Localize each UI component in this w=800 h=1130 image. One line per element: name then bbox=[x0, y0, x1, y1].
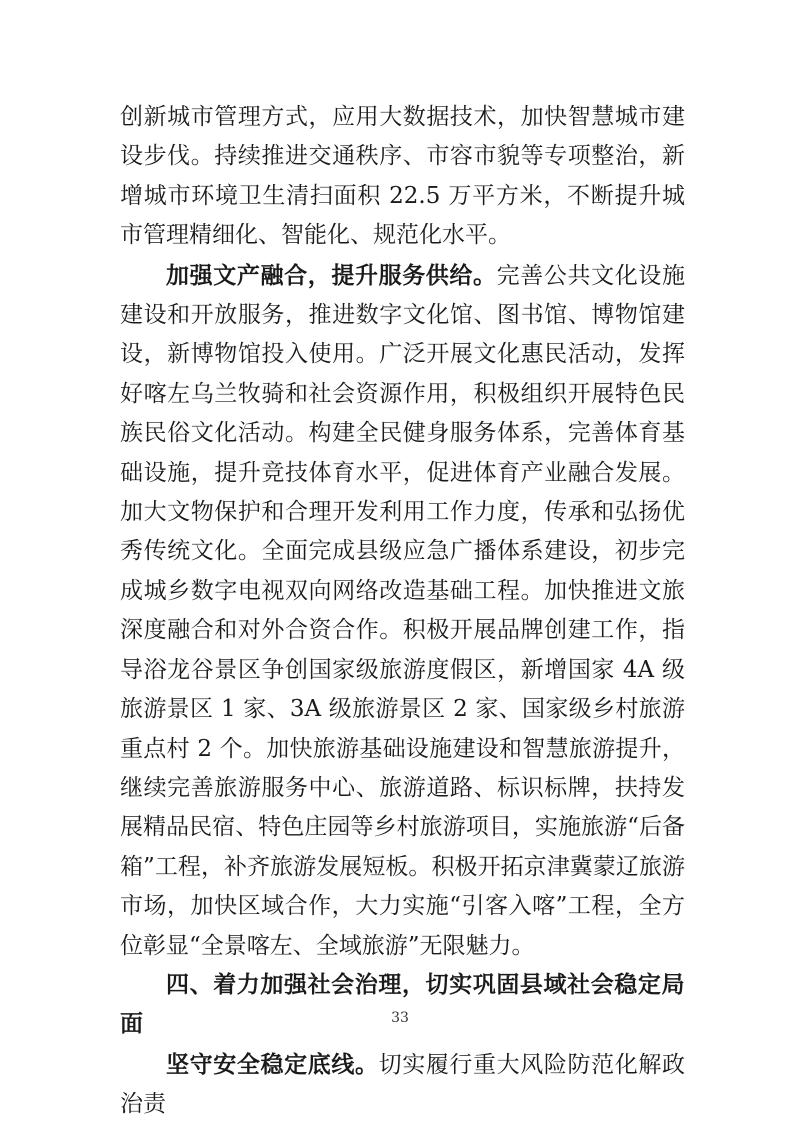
paragraph-lead: 坚守安全稳定底线。 bbox=[166, 1050, 379, 1078]
paragraph-lead: 加强文产融合，提升服务供给。 bbox=[166, 261, 497, 289]
paragraph-culture-tourism bbox=[120, 256, 685, 966]
paragraph-text: 创新城市管理方式，应用大数据技术，加快智慧城市建设步伐。持续推进交通秩序、市容市貌等专项整治，新增城市环境卫生清扫面积 22.5 万平方米，不断提升城市管理精细化、智能化、规范化水平。 bbox=[120, 104, 685, 249]
page-number: 33 bbox=[391, 1010, 409, 1026]
paragraph-city-management bbox=[120, 98, 685, 256]
paragraph-safety-stability bbox=[120, 1045, 685, 1125]
paragraph-text: 完善公共文化设施建设和开放服务，推进数字文化馆、图书馆、博物馆建设，新博物馆投入使用。广泛开展文化惠民活动，发挥好喀左乌兰牧骑和社会资源作用，积极组织开展特色民族民俗文化活动。构建全民健身服务体系，完善体育基础设施，提升竞技体育水平，促进体育产业融合发展。加大文物保护和合理开发利用工作力度，传承和弘扬优秀传统文化。全面完成县级应急广播体系建设，初步完成城乡数字电视双向网络改造基础工程。加快推进文旅深度融合和对外合资合作。积极开展品牌创建工作，指导浴龙谷景区争创国家级旅游度假区，新增国家 4A 级旅游景区 1 家、3A 级旅游景区 2 家、国家级乡村旅游重点村 2 个。加快旅游基础设施建设和智慧旅游提升，继续完善旅游服务中心、旅游道路、标识标牌，扶持发展精品民宿、特色庄园等乡村旅游项目，实施旅游“后备箱”工程，补齐旅游发展短板。积极开拓京津冀蒙辽旅游市场，加快区域合作，大力实施“引客入喀”工程，全方位彰显“全景喀左、全域旅游”无限魅力。 bbox=[120, 262, 686, 959]
body-text bbox=[120, 98, 685, 1125]
section-heading: 四、着力加强社会治理，切实巩固县域社会稳定局面 bbox=[120, 971, 685, 1038]
paragraph-text: 切实履行重大风险防范化解政治责 bbox=[120, 1051, 686, 1118]
